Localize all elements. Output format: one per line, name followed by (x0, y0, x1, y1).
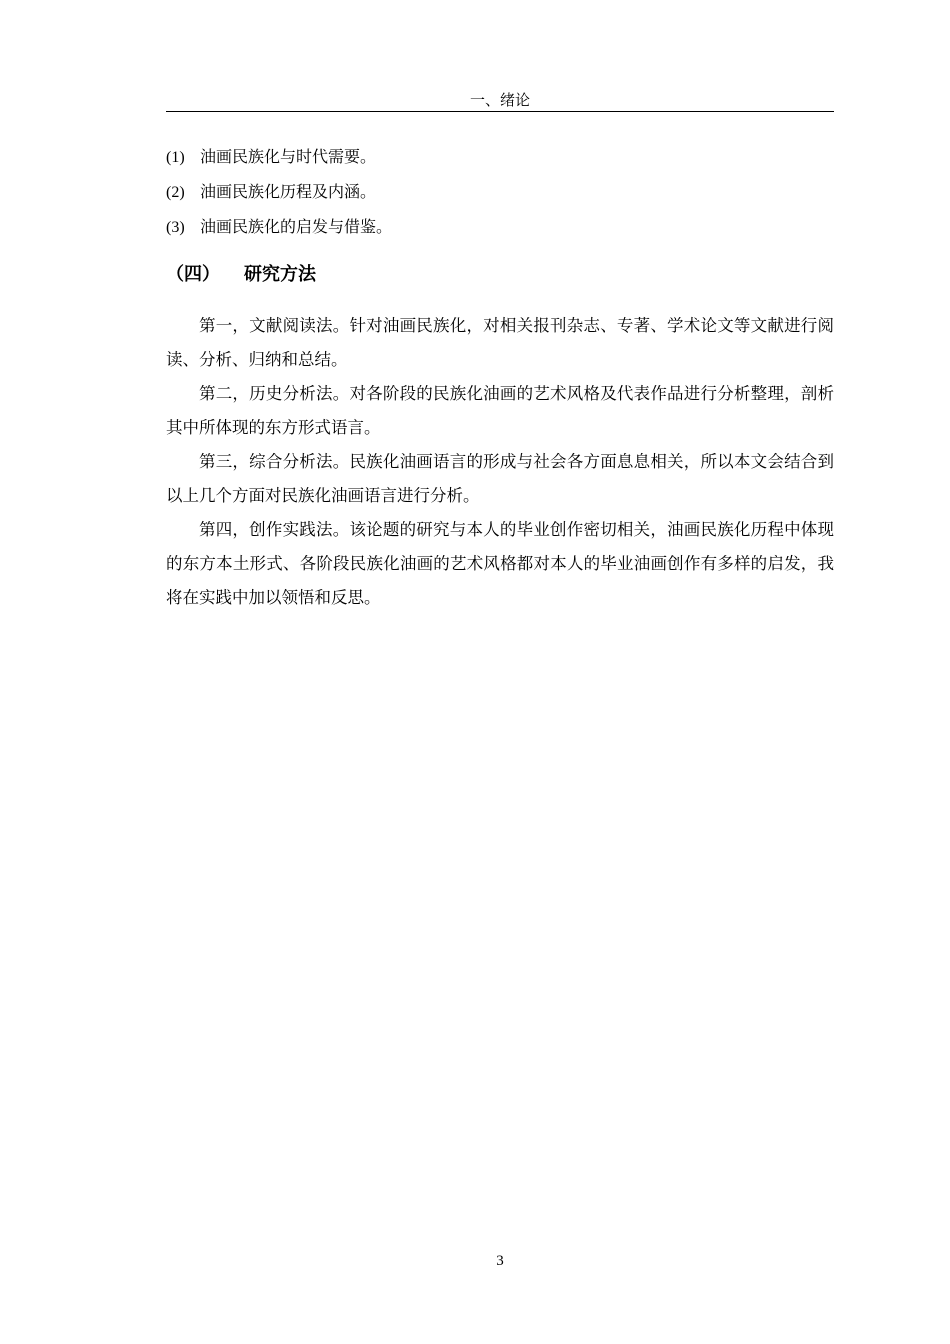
body-text (166, 309, 834, 615)
page-number: 3 (496, 1253, 504, 1269)
section-title: 研究方法 (244, 264, 316, 285)
list-item (166, 178, 834, 213)
running-header: 一、绪论 (469, 91, 530, 109)
list-item-text: 油画民族化与时代需要。 (200, 147, 377, 166)
paragraph: 第四，创作实践法。该论题的研究与本人的毕业创作密切相关，油画民族化历程中体现的东方本土形式、各阶段民族化油画的艺术风格都对本人的毕业油画创作有多样的启发，我将在实践中加以领悟和反思。 (166, 520, 834, 607)
list-item-text: 油画民族化的启发与借鉴。 (200, 217, 393, 236)
section-number: （四） (166, 264, 220, 285)
list-item-text: 油画民族化历程及内涵。 (200, 182, 377, 201)
paragraph: 第一，文献阅读法。针对油画民族化，对相关报刊杂志、专著、学术论文等文献进行阅读、分析、归纳和总结。 (166, 316, 834, 369)
list-item (166, 143, 834, 178)
research-content-list (166, 143, 834, 248)
list-item-number: (2) (166, 184, 185, 201)
list-item-number: (1) (166, 149, 185, 166)
paragraph: 第二，历史分析法。对各阶段的民族化油画的艺术风格及代表作品进行分析整理，剖析其中所体现的东方形式语言。 (166, 384, 834, 437)
list-item (166, 213, 834, 248)
section-heading (166, 258, 316, 292)
header-divider (166, 111, 834, 112)
paragraph: 第三，综合分析法。民族化油画语言的形成与社会各方面息息相关，所以本文会结合到以上几个方面对民族化油画语言进行分析。 (166, 452, 834, 505)
list-item-number: (3) (166, 219, 185, 236)
